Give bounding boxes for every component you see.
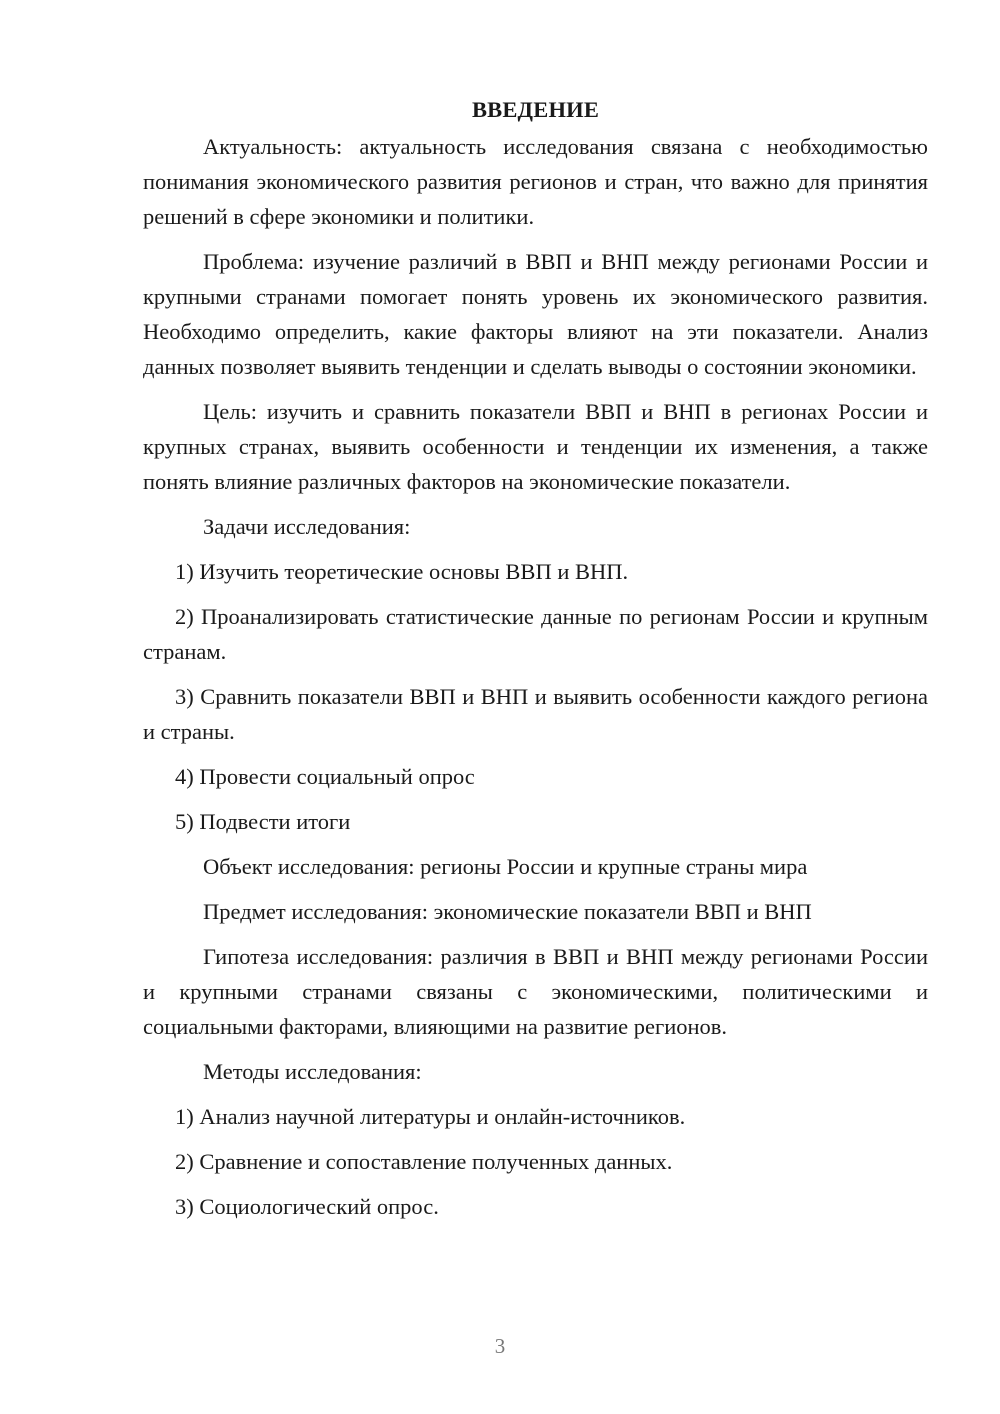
document-page — [143, 92, 928, 1234]
task-item-4: 4) Провести социальный опрос — [175, 764, 475, 789]
paragraph-hypothesis: Гипотеза исследования: различия в ВВП и ВНП между регионами России и крупными странами связаны с экономическими, политическими и социальными факторами, влияющими на развитие регионов. — [143, 944, 928, 1039]
paragraph-goal: Цель: изучить и сравнить показатели ВВП и ВНП в регионах России и крупных странах, выявить особенности и тенденции их изменения, а также понять влияние различных факторов на экономические показатели. — [143, 399, 928, 494]
paragraph-relevance: Актуальность: актуальность исследования связана с необходимостью понимания экономического развития регионов и стран, что важно для принятия решений в сфере экономики и политики. — [143, 134, 928, 229]
paragraph-subject: Предмет исследования: экономические показатели ВВП и ВНП — [203, 899, 812, 924]
paragraph-tasks-heading: Задачи исследования: — [203, 514, 411, 539]
task-item-5: 5) Подвести итоги — [175, 809, 351, 834]
method-item-1: 1) Анализ научной литературы и онлайн-источников. — [175, 1104, 686, 1129]
method-item-3: 3) Социологический опрос. — [175, 1194, 439, 1219]
page-number: 3 — [494, 1334, 506, 1358]
paragraph-methods-heading: Методы исследования: — [203, 1059, 422, 1084]
paragraph-object: Объект исследования: регионы России и крупные страны мира — [203, 854, 808, 879]
method-item-2: 2) Сравнение и сопоставление полученных данных. — [175, 1149, 673, 1174]
task-item-1: 1) Изучить теоретические основы ВВП и ВНП. — [175, 559, 629, 584]
section-title: ВВЕДЕНИЕ — [471, 97, 600, 122]
task-item-3: 3) Сравнить показатели ВВП и ВНП и выявить особенности каждого региона и страны. — [143, 684, 928, 744]
paragraph-problem: Проблема: изучение различий в ВВП и ВНП между регионами России и крупными странами помогает понять уровень их экономического развития. Необходимо определить, какие факторы влияют на эти показатели. Анализ данных позволяет выявить тенденции и сделать выводы о состоянии экономики. — [143, 249, 928, 379]
task-item-2: 2) Проанализировать статистические данные по регионам России и крупным странам. — [143, 604, 928, 664]
